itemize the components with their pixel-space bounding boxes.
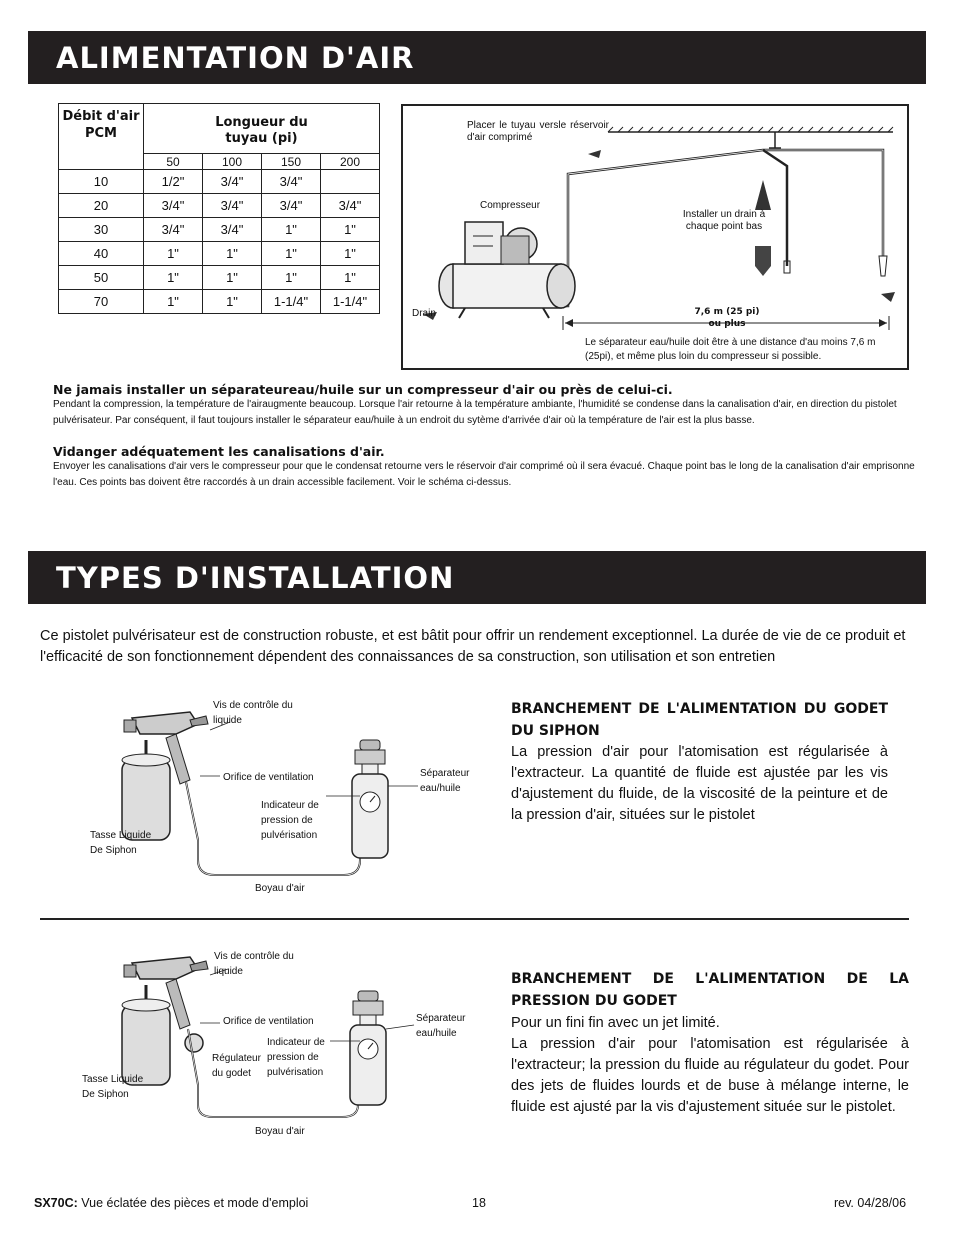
footer-left — [34, 1196, 308, 1210]
length-100: 100 — [203, 154, 262, 170]
label-drain: Drain — [412, 308, 436, 319]
label-distance: 7,6 m (25 pi) ou plus — [694, 307, 760, 329]
label-compresseur: Compresseur — [480, 200, 541, 211]
label-orifice: Orifice de ventilation — [223, 1016, 314, 1027]
siphon-heading: BRANCHEMENT DE L'ALIMENTATION DU GODET DU SIPHON — [511, 701, 888, 739]
label-boyau: Boyau d'air — [255, 1126, 305, 1137]
length-50: 50 — [144, 154, 203, 170]
label-separateur: Séparateur eau/huile — [416, 1013, 466, 1039]
label-indicateur: Indicateur de pression de pulvérisation — [267, 1037, 325, 1078]
label-tasse: Tasse Liquide De Siphon — [90, 830, 152, 856]
hose-size-table — [58, 103, 380, 314]
intro-paragraph: Ce pistolet pulvérisateur est de construction robuste, et est bâtit pour offrir un rendement exceptionnel. La durée de vie de ce produit et l'efficacité de son fonctionnement dépendent des connaissances de sa construction, son utilisation et son entretien — [40, 628, 906, 665]
label-orifice: Orifice de ventilation — [223, 772, 314, 783]
table-header-length: Longueur du tuyau (pi) — [144, 104, 380, 154]
label-boyau: Boyau d'air — [255, 883, 305, 894]
siphon-text: La pression d'air pour l'atomisation est régularisée à l'extracteur. La quantité de fluide est ajustée par les vis d'ajustement du fluide, de la viscosité de la peinture et de la pression d'air, situées sur le pistolet — [511, 744, 888, 823]
section-divider — [40, 918, 909, 920]
page-number: 18 — [472, 1196, 486, 1210]
length-150: 150 — [262, 154, 321, 170]
warning-1 — [53, 382, 923, 429]
footer-desc: Vue éclatée des pièces et mode d'emploi — [81, 1196, 309, 1210]
siphon-section — [511, 698, 888, 826]
section-title: ALIMENTATION D'AIR — [56, 41, 415, 75]
pression-heading: BRANCHEMENT DE L'ALIMENTATION DE LA PRESSION DU GODET — [511, 971, 909, 1009]
label-indicateur: Indicateur de pression de pulvérisation — [261, 800, 319, 841]
footer-rev: rev. 04/28/06 — [834, 1196, 907, 1210]
label-tasse: Tasse Liquide De Siphon — [82, 1074, 144, 1100]
table-row: 30 3/4" 3/4" 1" 1" — [59, 218, 380, 242]
label-vis-controle: Vis de contrôle du liquide — [214, 951, 294, 977]
section-title: TYPES D'INSTALLATION — [56, 561, 455, 595]
warning-2-heading: Vidanger adéquatement les canalisations d'air. — [53, 444, 385, 459]
section-band-air — [28, 31, 926, 84]
pression-text-2: La pression d'air pour l'atomisation est régularisée à l'extracteur; la pression du fluide au régulateur du godet. Pour des jets de fluides lourds et de buse à mélange interne, le fluide est ajusté par la vis d'ajustement située sur le pistolet. — [511, 1036, 909, 1115]
compressor-illustration — [403, 106, 907, 368]
section-band-installation — [28, 551, 926, 604]
siphon-diagram — [80, 690, 480, 905]
label-vis-controle: Vis de contrôle du liquide — [213, 700, 293, 726]
label-placer: Placer le tuyau versle réservoir d'air comprimé — [467, 120, 609, 143]
table-row: 50 1" 1" 1" 1" — [59, 266, 380, 290]
warning-2-text: Envoyer les canalisations d'air vers le compresseur pour que le condensat retourne vers le réservoir d'air comprimé où il sera évacué. Chaque point bas le long de la canalisation d'air emprisonne l'eau. Ces points bas doivent être raccordés à un drain accessible facilement. Voir le schéma ci-dessus. — [53, 461, 915, 488]
label-separateur-note: Le séparateur eau/huile doit être à une distance d'au moins 7,6 m (25pi), et même plus loin du compresseur si possible. — [585, 337, 876, 362]
table-header-pcm: Débit d'air PCM — [59, 104, 144, 170]
pressure-diagram — [78, 945, 478, 1145]
pression-section — [511, 968, 909, 1118]
footer-model: SX70C: — [34, 1196, 78, 1210]
compressor-diagram — [401, 104, 909, 370]
warning-1-heading: Ne jamais installer un séparateureau/huile sur un compresseur d'air ou près de celui-ci. — [53, 382, 673, 397]
table-row: 20 3/4" 3/4" 3/4" 3/4" — [59, 194, 380, 218]
pression-text-1: Pour un fini fin avec un jet limité. — [511, 1015, 720, 1031]
label-regulateur: Régulateur du godet — [212, 1053, 261, 1079]
label-installer-drain: Installer un drain à chaque point bas — [682, 209, 766, 232]
table-row: 40 1" 1" 1" 1" — [59, 242, 380, 266]
label-separateur: Séparateur eau/huile — [420, 768, 470, 794]
warning-1-text: Pendant la compression, la température de l'airaugmente beaucoup. Lorsque l'air retourne à la température ambiante, l'humidité se condense dans la canalisation d'air, en direction du pistolet pulvérisateur. Par conséquent, il faut toujours installer le séparateur eau/huile à un endroit du sytème d'arrivée d'air où la température de l'air est la plus basse. — [53, 399, 897, 426]
length-200: 200 — [321, 154, 380, 170]
table-row: 10 1/2" 3/4" 3/4" — [59, 170, 380, 194]
table-row: 70 1" 1" 1-1/4" 1-1/4" — [59, 290, 380, 314]
warning-2 — [53, 444, 923, 491]
